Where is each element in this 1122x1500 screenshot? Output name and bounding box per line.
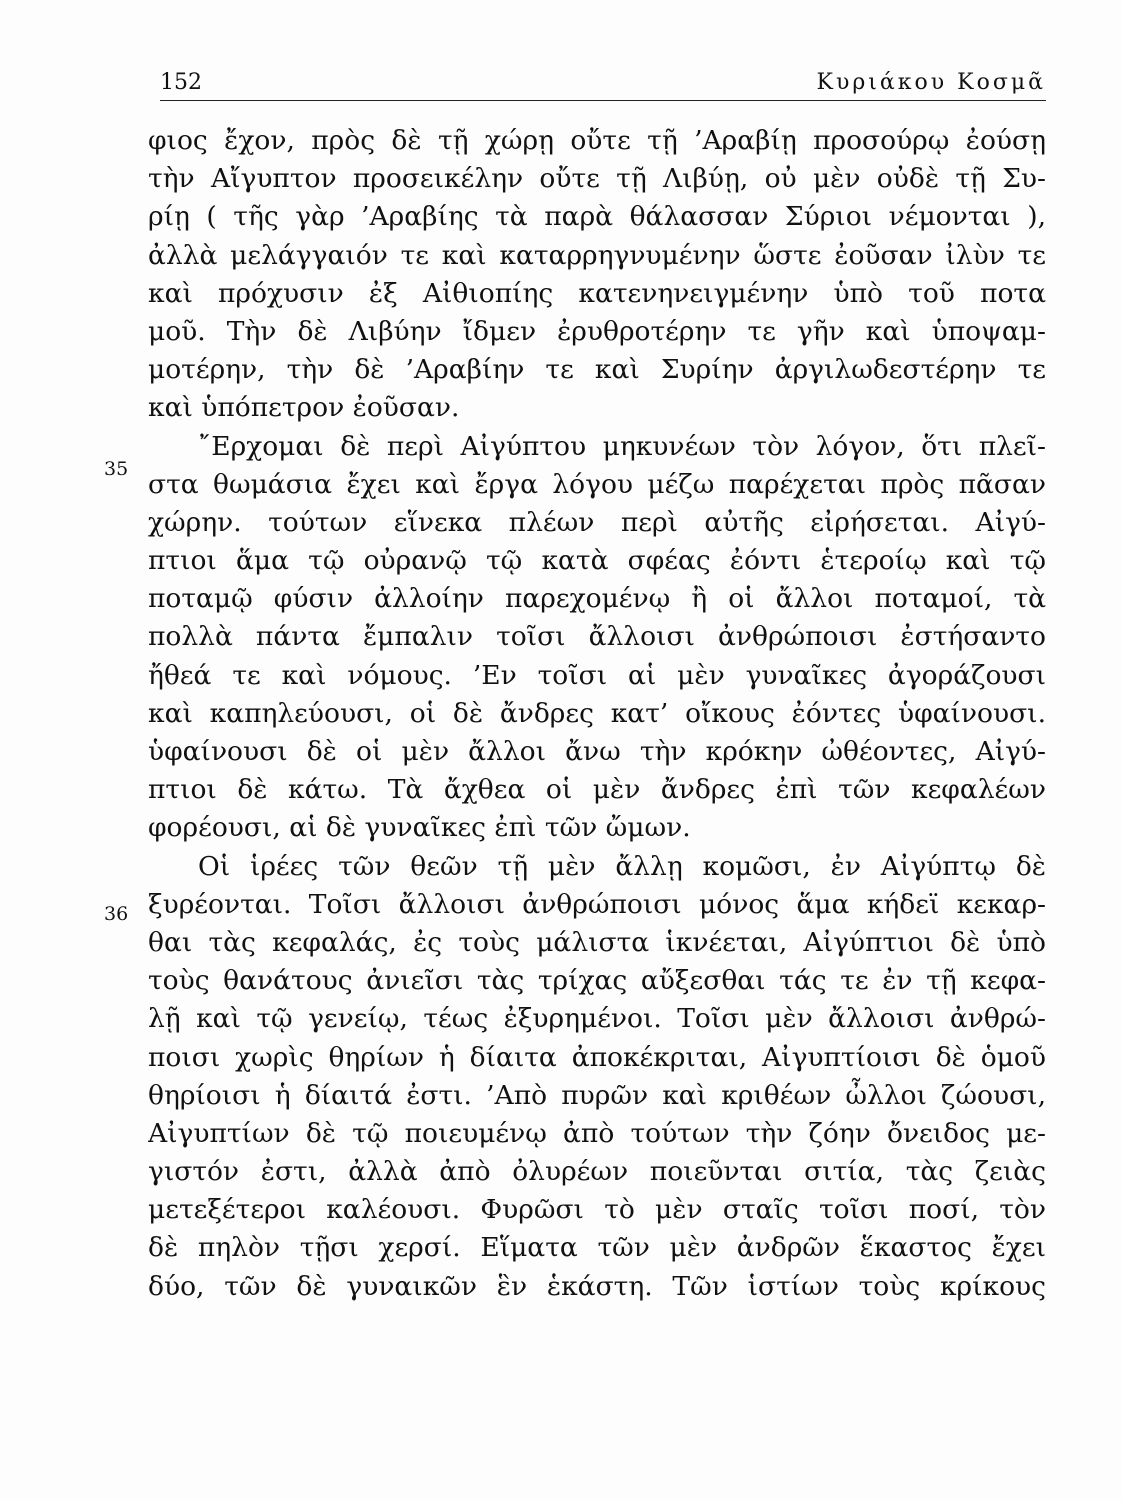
text-line: γιστόν ἐστι, ἀλλὰ ἀπὸ ὀλυρέων ποιεῦνται σιτία, τὰς ζειὰς [148,1156,1046,1188]
text-line: πτιοι δὲ κάτω. Τὰ ἄχθεα οἱ μὲν ἄνδρες ἐπὶ τῶν κεφαλέων [148,774,1046,806]
running-head-author: Κυριάκου Κοσμᾶ [816,70,1046,95]
text-line: καὶ πρόχυσιν ἐξ Αἰθιοπίης κατενηνειγμένην ὑπὸ τοῦ ποτα [148,277,1046,309]
text-line: ἀλλὰ μελάγγαιόν τε καὶ καταρρηγνυμένην ὥστε ἐοῦσαν ἰλὺν τε [148,239,1046,271]
text-line: θηρίοισι ἡ δίαιτά ἐστι. ’Απὸ πυρῶν καὶ κριθέων ὦλλοι ζώουσι, [148,1079,1046,1111]
text-line: ἤθεά τε καὶ νόμους. ’Εν τοῖσι αἱ μὲν γυναῖκες ἀγοράζουσι [148,659,1046,691]
text-line: ποισι χωρὶς θηρίων ἡ δίαιτα ἀποκέκριται, Αἰγυπτίοισι δὲ ὁμοῦ [148,1041,1046,1073]
text-line: λῇ καὶ τῷ γενείῳ, τέως ἐξυρημένοι. Τοῖσι μὲν ἄλλοισι ἀνθρώ- [148,1003,1046,1035]
text-line: Οἱ ἱρέες τῶν θεῶν τῇ μὲν ἄλλῃ κομῶσι, ἐν Αἰγύπτῳ δὲ [198,850,1046,882]
text-line: ρίῃ ( τῆς γὰρ ’Αραβίης τὰ παρὰ θάλασσαν Σύριοι νέμονται ), [148,201,1046,233]
text-line: φιος ἔχον, πρὸς δὲ τῇ χώρῃ οὔτε τῇ ’Αραβίῃ προσούρῳ ἐούσῃ [148,125,1046,156]
text-line: Αἰγυπτίων δὲ τῷ ποιευμένῳ ἀπὸ τούτων τὴν ζόην ὄνειδος με- [148,1117,1046,1149]
text-line: δύο, τῶν δὲ γυναικῶν ἓν ἑκάστη. Τῶν ἱστίων τοὺς κρίκους [148,1270,1046,1302]
text-line: πτιοι ἅμα τῷ οὐρανῷ τῷ κατὰ σφέας ἐόντι ἑτεροίῳ καὶ τῷ [148,545,1046,577]
text-line: καὶ καπηλεύουσι, οἱ δὲ ἄνδρες κατ’ οἴκους ἐόντες ὑφαίνουσι. [148,697,1046,729]
text-line: μετεξέτεροι καλέουσι. Φυρῶσι τὸ μὲν σταῖς τοῖσι ποσί, τὸν [148,1194,1046,1226]
text-line: φορέουσι, αἱ δὲ γυναῖκες ἐπὶ τῶν ὤμων. [148,812,691,844]
text-line: πολλὰ πάντα ἔμπαλιν τοῖσι ἄλλοισι ἀνθρώποισι ἐστήσαντο [148,621,1046,653]
text-line: δὲ πηλὸν τῇσι χερσί. Εἵματα τῶν μὲν ἀνδρῶν ἕκαστος ἔχει [148,1232,1046,1264]
running-head [160,64,1046,101]
page-number: 152 [160,70,202,95]
text-line: μοτέρην, τὴν δὲ ’Αραβίην τε καὶ Συρίην ἀργιλωδεστέρην τε [148,354,1046,386]
section-number-36: 36 [104,903,129,925]
body-text [148,122,1046,1306]
text-line: ξυρέονται. Τοῖσι ἄλλοισι ἀνθρώποισι μόνος ἅμα κήδεϊ κεκαρ- [148,888,1046,920]
text-line: καὶ ὑπόπετρον ἐοῦσαν. [148,392,460,424]
text-line: ὑφαίνουσι δὲ οἱ μὲν ἄλλοι ἄνω τὴν κρόκην ὠθέοντες, Αἰγύ- [148,736,1046,767]
section-number-35: 35 [104,458,129,480]
text-line: μοῦ. Τὴν δὲ Λιβύην ἴδμεν ἐρυθροτέρην τε γῆν καὶ ὑποψαμ- [148,315,1046,347]
text-line: θαι τὰς κεφαλάς, ἐς τοὺς μάλιστα ἱκνέεται, Αἰγύπτιοι δὲ ὑπὸ [148,926,1046,958]
text-line: τὴν Αἴγυπτον προσεικέλην οὔτε τῇ Λιβύῃ, οὐ μὲν οὐδὲ τῇ Συ- [148,163,1046,195]
text-line: τοὺς θανάτους ἀνιεῖσι τὰς τρίχας αὔξεσθαι τάς τε ἐν τῇ κεφα- [148,965,1046,997]
text-line: ποταμῷ φύσιν ἀλλοίην παρεχομένῳ ἢ οἱ ἄλλοι ποταμοί, τὰ [148,583,1046,615]
text-line: ῎Ερχομαι δὲ περὶ Αἰγύπτου μηκυνέων τὸν λόγον, ὅτι πλεῖ- [198,430,1046,462]
text-line: χώρην. τούτων εἵνεκα πλέων περὶ αὐτῆς εἰρήσεται. Αἰγύ- [148,506,1046,538]
text-line: στα θωμάσια ἔχει καὶ ἔργα λόγου μέζω παρέχεται πρὸς πᾶσαν [148,468,1046,500]
